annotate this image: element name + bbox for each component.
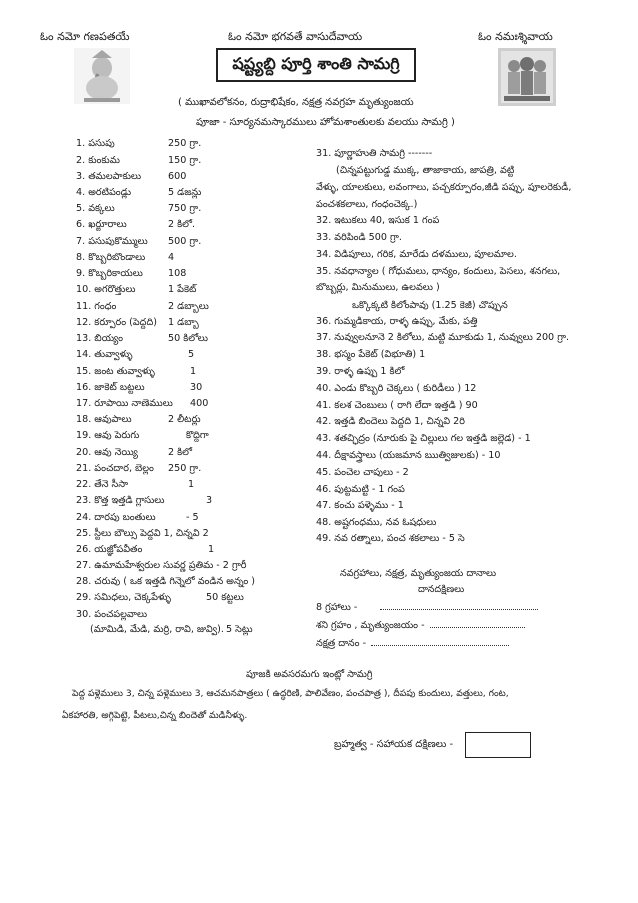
left-item-quantity: - 5 — [186, 512, 199, 523]
dotted-line — [430, 619, 525, 628]
left-item-quantity: 1 పేకెట్ — [168, 284, 197, 295]
ganesha-image — [74, 48, 130, 104]
left-item-label: 27. ఉమామహేశ్వరుల సువర్ణ ప్రతిమ - 2 గ్రారీ — [76, 560, 247, 571]
donations-subheading: దానదక్షిణలు — [418, 584, 465, 595]
left-item-label: 21. పంచదార, బెల్లం — [76, 463, 154, 474]
right-item-line: బొబ్బర్లు, మినుములు, ఉలవలు ) — [316, 282, 440, 293]
right-item-line: 41. కలశ చెంబులు ( రాగి లేదా ఇత్తడి ) 90 — [316, 400, 478, 411]
left-item-label: 26. యజ్ఞోపవీతం — [76, 544, 143, 555]
right-item-line: 34. విడిపూలు, గరిక, మారేడు దళములు, పూలమాల. — [316, 249, 517, 260]
sign-label: బ్రహ్మత్వ - సహాయక దక్షిణలు - — [334, 739, 454, 750]
subtitle-line-2: పూజా - సూర్యనమస్కారములు హోమశాంతులకు వలయు సామగ్రి ) — [196, 117, 455, 128]
right-item-line: (చిన్నపట్టుగుడ్డ ముక్క, తాజాకాయ, జాపత్రి, వట్టి — [336, 165, 515, 176]
donation-label: 8 గ్రహాలు - — [316, 602, 358, 613]
right-item-line: 47. కంచు పళ్ళెము - 1 — [316, 500, 404, 511]
right-item-line: ఒక్కొక్కటి కిలోంపావు (1.25 కెజీ) చొప్పున — [352, 300, 508, 311]
page-title: షష్ట్యబ్ది పూర్తి శాంతి సామగ్రి — [216, 48, 416, 82]
right-item-line: 44. దీక్షావస్త్రాలు (యజమాన ఋత్విజులకు) - 10 — [316, 450, 501, 461]
right-item-line: 36. గుమ్మడికాయ, రాళ్ళ ఉప్పు, మేకు, పత్తి — [316, 316, 478, 327]
left-item-label: 14. తువ్వాళ్ళు — [76, 349, 133, 360]
left-item-label: 23. కొత్త ఇత్తడి గ్లాసులు — [76, 495, 165, 506]
footer-line-1: పెద్ద పళ్లెములు 3, చిన్న పళ్లెములు 3, ఆచమనపాత్రలు ( ఉద్ధరిణి, పాలివేణం, పంచపాత్ర ), దీపపు కుందులు, వత్తులు, గంట, — [72, 688, 509, 699]
left-item-quantity: 600 — [168, 171, 187, 182]
left-item-label: 30. పంచపల్లవాలు — [76, 609, 148, 620]
left-item-quantity: 5 సెట్లు — [226, 624, 253, 635]
right-item-line: వేళ్ళు, యాలకులు, లవంగాలు, పచ్చకర్పూరం,జీడి పప్పు, పూలరెకుడీ, — [316, 182, 572, 193]
left-item-quantity: 250 గ్రా. — [168, 138, 202, 149]
left-item-label: 4. అరటిపండ్లు — [76, 187, 132, 198]
left-item-label: 29. సమిధలు, చెక్కపేళ్ళు — [76, 592, 171, 603]
left-item-quantity: 250 గ్రా. — [168, 463, 202, 474]
footer-heading: పూజకి అవసరమగు ఇంట్లో సామగ్రి — [246, 669, 373, 680]
left-item-label: 16. జాకెట్ బట్టలు — [76, 382, 145, 393]
left-item-label: 12. కర్పూరం (పెద్దది) — [76, 317, 157, 328]
right-item-line: 39. రాళ్ళ ఉప్పు 1 కిలో — [316, 366, 405, 377]
right-item-line: 31. పూర్ణాహుతి సామగ్రి ------- — [316, 148, 433, 159]
donation-line-shani — [316, 619, 525, 633]
left-item-label: 6. ఖర్జూరాలు — [76, 219, 127, 230]
right-item-line: 32. ఇటుకలు 40, ఇసుక 1 గంప — [316, 215, 440, 226]
left-item-quantity: 1 — [188, 479, 195, 490]
left-item-label: 22. తేనె సీసా — [76, 479, 129, 490]
left-item-quantity: 750 గ్రా. — [168, 203, 202, 214]
donation-label: శని గ్రహం , మృత్యుంజయం - — [316, 620, 425, 631]
left-item-quantity: 50 కిలోలు — [168, 333, 208, 344]
left-item-quantity: కొద్దిగా — [186, 430, 209, 441]
left-item-label: 7. పసుపుకొమ్ములు — [76, 236, 148, 247]
left-item-label: 10. అగరొత్తులు — [76, 284, 136, 295]
donation-line-nakshatra — [316, 637, 509, 651]
left-item-quantity: 5 — [188, 349, 195, 360]
right-item-line: పంచశకలాలు, గంధంచెక్క.) — [316, 199, 418, 210]
left-item-label: 18. ఆవుపాలు — [76, 414, 132, 425]
left-item-quantity: 150 గ్రా. — [168, 155, 202, 166]
donation-label: నక్షత్ర దానం - — [316, 638, 367, 649]
left-item-quantity: 1 — [190, 366, 197, 377]
left-item-label: 19. ఆవు పెరుగు — [76, 430, 140, 441]
amount-box[interactable] — [465, 732, 531, 758]
right-item-line: 38. భస్మం పేకెట్ (విభూతి) 1 — [316, 349, 426, 360]
right-item-line: 45. పంచెల చాపులు - 2 — [316, 467, 409, 478]
left-item-quantity: 2 డబ్బాలు — [168, 301, 209, 312]
right-item-line: 46. పుట్టమట్టి - 1 గంప — [316, 484, 405, 495]
left-item-quantity: 4 — [168, 252, 175, 263]
subtitle-line-1: ( ముఖావలోకనం, రుద్రాభిషేకం, నక్షత్ర నవగ్రహ మృత్యుంజయ — [178, 97, 414, 108]
left-item-label: 8. కొబ్బరిబొండాలు — [76, 252, 146, 263]
left-item-quantity: 2 లీటర్లు — [168, 414, 201, 425]
left-item-label: 15. జంట తువ్వాళ్ళు — [76, 366, 155, 377]
left-item-label: 13. బియ్యం — [76, 333, 123, 344]
left-item-quantity: 3 — [206, 495, 213, 506]
left-item-label: 3. తమలపాకులు — [76, 171, 142, 182]
header-left: ఓం నమో గణపతయే — [40, 30, 130, 43]
left-item-label: 11. గంధం — [76, 301, 117, 312]
right-item-line: 43. శతచ్ఛిద్రం (నూరుకు పై చిల్లులు గల ఇత్తడి జల్లెడ) - 1 — [316, 433, 531, 444]
right-item-line: 48. అష్టగంధము, నవ ఓషధులు — [316, 517, 437, 528]
left-item-label: (మామిడి, మేడి, మర్రి, రావి, జువ్వి). — [90, 624, 224, 635]
left-item-label: 9. కొబ్బరికాయలు — [76, 268, 143, 279]
left-item-label: 24. దారపు బంతులు — [76, 512, 156, 523]
left-item-label: 1. పసుపు — [76, 138, 115, 149]
header-center: ఓం నమో భగవతే వాసుదేవాయ — [228, 30, 363, 43]
left-item-quantity: 30 — [190, 382, 203, 393]
right-item-line: 49. నవ రత్నాలు, పంచ శకలాలు - 5 సె — [316, 533, 465, 544]
right-item-line: 35. నవధాన్యాల ( గోధుమలు, ధాన్యం, కందులు, పెసలు, శనగలు, — [316, 266, 561, 277]
left-item-quantity: 400 — [190, 398, 209, 409]
left-item-label: 25. స్టీలు బౌల్సు పెద్దవి 1, చిన్నవి 2 — [76, 528, 209, 539]
left-item-quantity: 1 — [208, 544, 215, 555]
footer-line-2: ఏకహారతి, అగ్గిపెట్టె, పీటలు,చిన్న బిందెతో మడినీళ్ళు. — [62, 710, 248, 721]
left-item-quantity: 2 కిలో — [168, 447, 193, 458]
dotted-line — [371, 637, 509, 646]
right-item-line: 42. ఇత్తడి బిందెలు పెద్దది 1, చిన్నవి 2రి — [316, 416, 465, 427]
left-item-label: 28. చరువు ( ఒక ఇత్తడి గిన్నెలో వండిన అన్నం ) — [76, 576, 256, 587]
right-item-line: 37. నువ్వులనూనె 2 కిలోలు, మట్టి మూకుడు 1, నువ్వులు 200 గ్రా. — [316, 332, 570, 343]
deities-image — [498, 48, 556, 106]
donation-line-grahas — [316, 601, 538, 615]
left-item-label: 5. వక్కలు — [76, 203, 115, 214]
left-item-label: 17. రూపాయి నాణెములు — [76, 398, 173, 409]
right-item-line: 33. వరిపిండి 500 గ్రా. — [316, 232, 402, 243]
right-item-line: 40. ఎండు కొబ్బరి చెక్కలు ( కురిడీలు ) 12 — [316, 383, 477, 394]
left-item-quantity: 5 డజన్లు — [168, 187, 202, 198]
left-item-quantity: 500 గ్రా. — [168, 236, 202, 247]
left-item-quantity: 1 డబ్బా — [168, 317, 199, 328]
donations-heading: నవగ్రహాలు, నక్షత్ర, మృత్యుంజయ దానాలు — [340, 568, 497, 579]
left-item-quantity: 50 కట్టలు — [206, 592, 244, 603]
left-item-label: 2. కుంకుమ — [76, 155, 120, 166]
header-right: ఓం నమఃశ్శివాయ — [478, 30, 553, 43]
left-item-label: 20. ఆవు నెయ్యి — [76, 447, 138, 458]
left-item-quantity: 2 కిలో. — [168, 219, 196, 230]
dotted-line — [380, 601, 538, 610]
left-item-quantity: 108 — [168, 268, 187, 279]
